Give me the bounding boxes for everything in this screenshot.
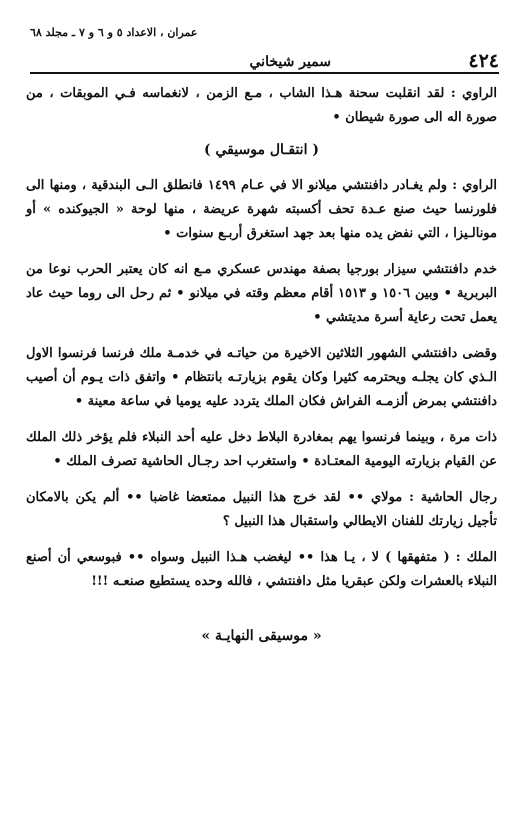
page-body	[26, 82, 497, 648]
paragraph-courtiers: رجال الحاشية : مولاي •• لقد خرج هذا النبيل ممتعضا غاضبا •• ألم يكن بالامكان تأجيل زيارتك للفنان الايطالي واستقبال هذا النبيل ؟	[26, 490, 497, 529]
paragraph-narrator-1: الراوي : لقد انقلبت سحنة هـذا الشاب ، مـع الزمن ، لانغماسه فـي الموبقات ، من صورة اله الى صورة شيطان •	[26, 86, 497, 125]
paragraph-narrator-2: الراوي : ولم يغـادر دافنتشي ميلانو الا في عـام ١٤٩٩ فانطلق الـى البندقية ، ومنها الى فلورنسا حيث صنع عـدة تحف أكسبته شهرة عريضة ، منها لوحة « الجيوكنده » أو مونالـيزا ، التي نفض يده منها بعد جهد استغرق أربـع سنوات •	[26, 178, 497, 241]
paragraph-last-months: وقضى دافنتشي الشهور الثلاثين الاخيرة من حياتـه في خدمـة ملك فرنسا فرنسوا الاول الـذي كان يجلـه ويحترمه كثيرا وكان يقوم بزيارتـه بانتظام • واتفق ذات يـوم أن أصيب دافنتشي بمرض ألزمـه الفراش فكان الملك يتردد عليه يوميا في ساعة معينة •	[26, 346, 497, 409]
paragraph-noble-visit: ذات مرة ، وبينما فرنسوا يهم بمغادرة البلاط دخل عليه أحد النبلاء فلم يؤخر ذلك الملك عن القيام بزيارته اليومية المعتـادة • واستغرب احد رجـال الحاشية تصرف الملك •	[26, 430, 497, 469]
closing-direction: « موسيقى النهايـة »	[201, 628, 322, 644]
stage-direction: ( انتقـال موسيقي )	[204, 142, 319, 158]
running-author: سمير شيخاني	[249, 54, 331, 70]
page-number: ٤٢٤	[468, 50, 499, 72]
page-header	[30, 26, 499, 74]
paragraph-king: الملك : ( متفهقها ) لا ، يـا هذا •• ليغضب هـذا النبيل وسواه •• فبوسعي أن أصنع النبلاء بالعشرات ولكن عبقريا مثل دافنتشي ، فالله وحده يستطيع صنعـه !!!	[26, 550, 497, 589]
running-journal: عمران ، الاعداد ٥ و ٦ و ٧ ـ مجلد ٦٨	[30, 26, 198, 39]
paragraph-borgia: خدم دافنتشي سيزار بورجيا بصفة مهندس عسكري مـع انه كان يعتبر الحرب نوعا من البربرية • وبين ١٥٠٦ و ١٥١٣ أقام معظم وقته في ميلانو • ثم رحل الى روما حيث عاد يعمل تحت رعاية أسرة مديتشي •	[26, 262, 497, 325]
